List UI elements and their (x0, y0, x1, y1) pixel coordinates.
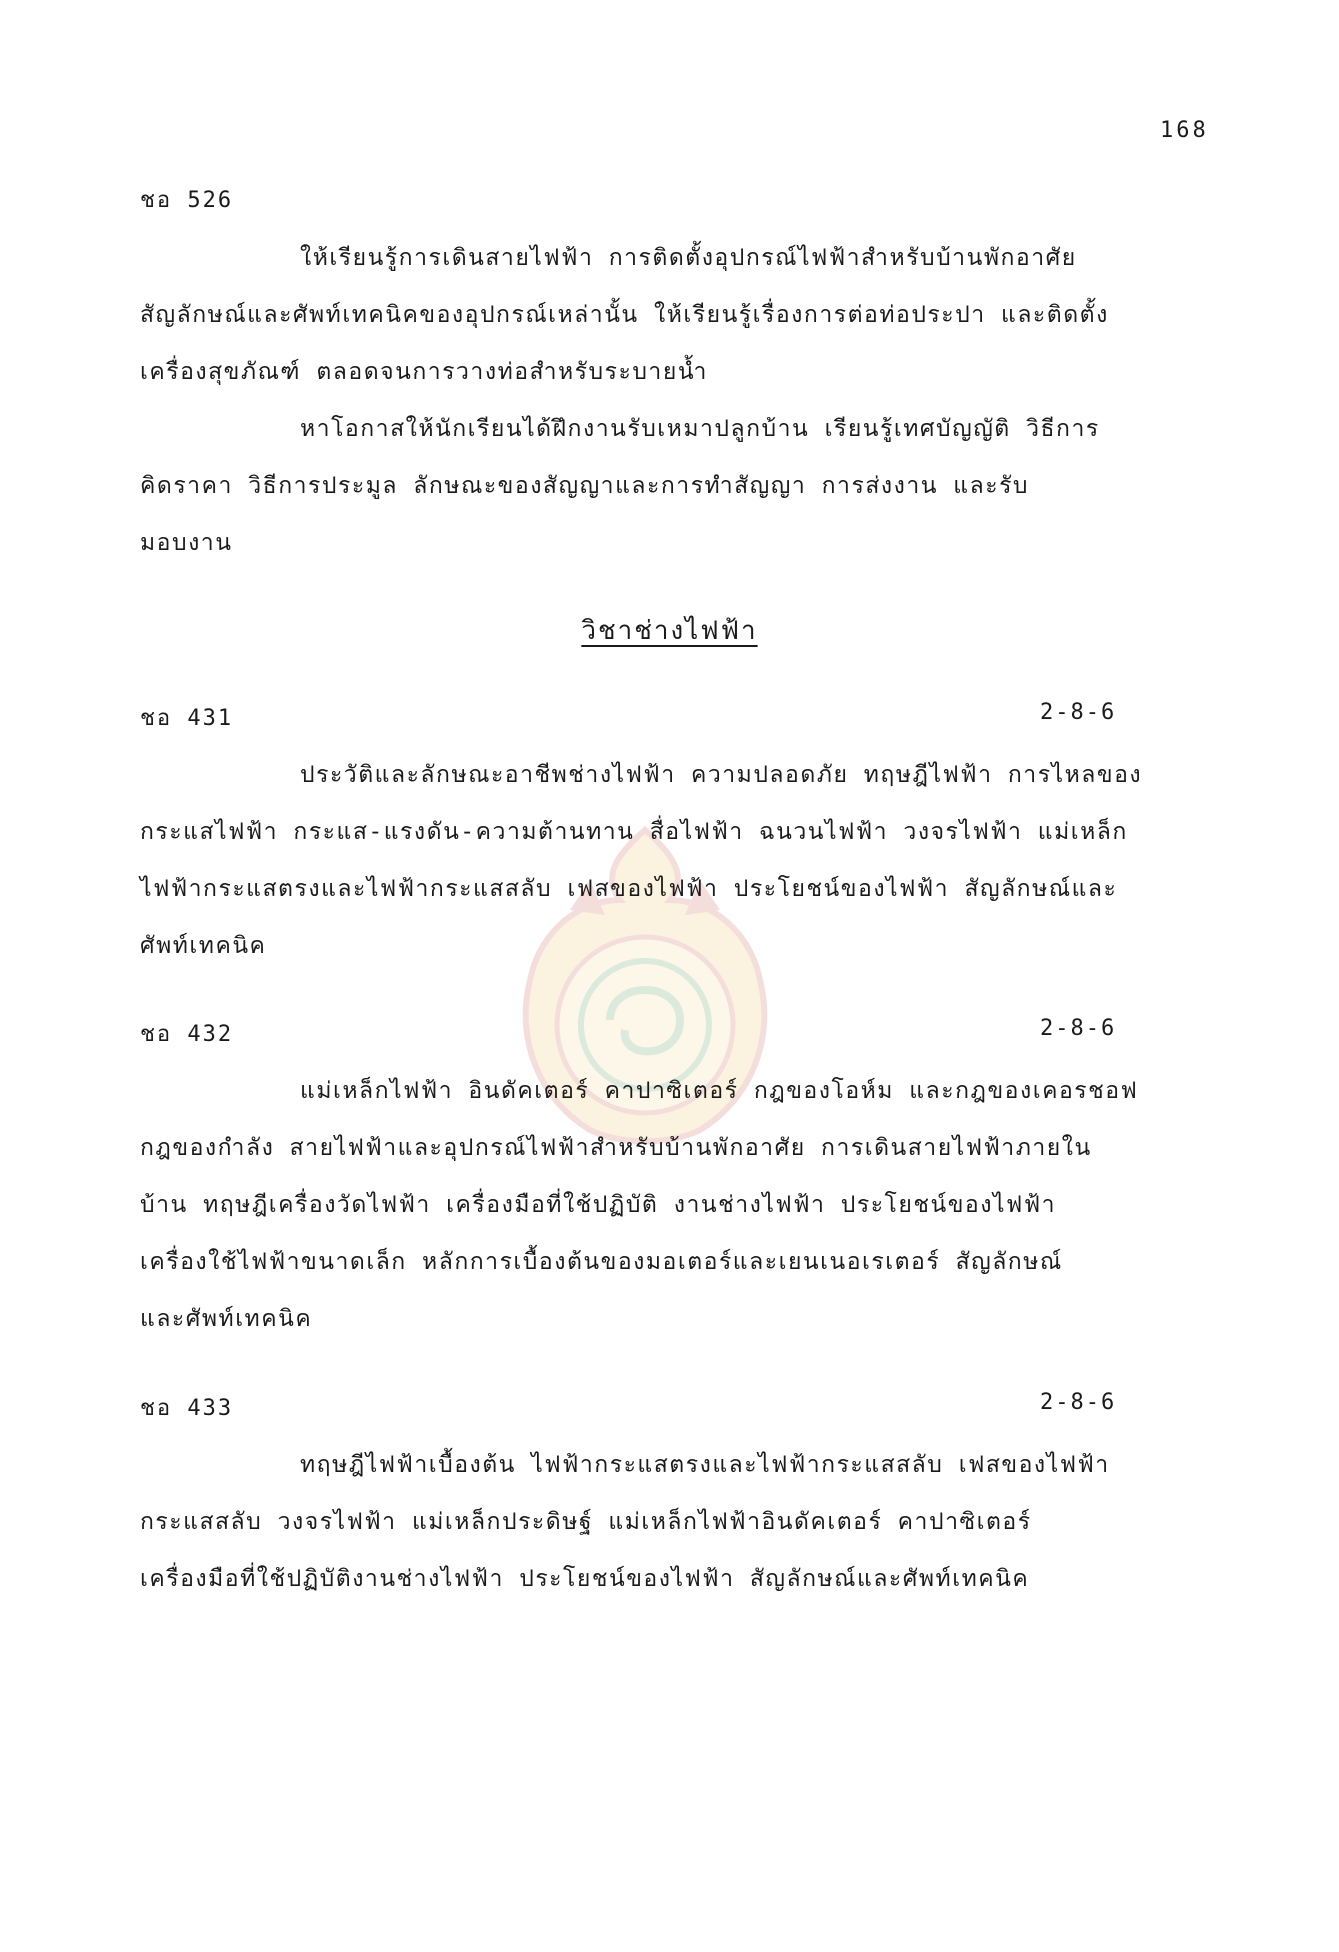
course-432-line-3: บ้าน ทฤษฎีเครื่องวัดไฟฟ้า เครื่องมือที่ใช้ปฏิบัติ งานช่างไฟฟ้า ประโยชน์ของไฟฟ้า (140, 1192, 1057, 1218)
intro-line-1: ให้เรียนรู้การเดินสายไฟฟ้า การติดตั้งอุปกรณ์ไฟฟ้าสำหรับบ้านพักอาศัย (300, 245, 1077, 271)
course-credits-432: 2-8-6 (1040, 1016, 1117, 1041)
intro-line-6: มอบงาน (140, 530, 233, 556)
course-code-431: ชอ 431 (140, 706, 234, 731)
course-433-line-3: เครื่องมือที่ใช้ปฏิบัติงานช่างไฟฟ้า ประโยชน์ของไฟฟ้า สัญลักษณ์และศัพท์เทคนิค (140, 1566, 1030, 1592)
section-heading-text: วิชาช่างไฟฟ้า (581, 616, 758, 646)
course-432-line-5: และศัพท์เทคนิค (140, 1306, 313, 1332)
intro-line-4: หาโอกาสให้นักเรียนได้ฝึกงานรับเหมาปลูกบ้าน เรียนรู้เทศบัญญัติ วิธีการ (300, 416, 1100, 442)
intro-line-5: คิดราคา วิธีการประมูล ลักษณะของสัญญาและการทำสัญญา การส่งงาน และรับ (140, 473, 1030, 499)
course-432-line-2: กฎของกำลัง สายไฟฟ้าและอุปกรณ์ไฟฟ้าสำหรับบ้านพักอาศัย การเดินสายไฟฟ้าภายใน (140, 1135, 1092, 1161)
course-433-line-1: ทฤษฎีไฟฟ้าเบื้องต้น ไฟฟ้ากระแสตรงและไฟฟ้ากระแสสลับ เฟสของไฟฟ้า (300, 1452, 1110, 1478)
course-432-line-1: แม่เหล็กไฟฟ้า อินดัคเตอร์ คาปาซิเตอร์ กฎของโอห์ม และกฎของเคอรชอฟ (300, 1078, 1139, 1104)
course-code-526: ชอ 526 (140, 188, 234, 213)
course-431-line-4: ศัพท์เทคนิค (140, 933, 267, 959)
course-432-line-4: เครื่องใช้ไฟฟ้าขนาดเล็ก หลักการเบื้องต้นของมอเตอร์และเยนเนอเรเตอร์ สัญลักษณ์ (140, 1249, 1063, 1275)
course-431-line-2: กระแสไฟฟ้า กระแส-แรงดัน-ความต้านทาน สื่อไฟฟ้า ฉนวนไฟฟ้า วงจรไฟฟ้า แม่เหล็ก (140, 819, 1128, 845)
course-credits-433: 2-8-6 (1040, 1390, 1117, 1415)
course-433-line-2: กระแสสลับ วงจรไฟฟ้า แม่เหล็กประดิษฐ์ แม่เหล็กไฟฟ้าอินดัคเตอร์ คาปาซิเตอร์ (140, 1509, 1032, 1535)
course-code-433: ชอ 433 (140, 1396, 234, 1421)
course-431-line-1: ประวัติและลักษณะอาชีพช่างไฟฟ้า ความปลอดภัย ทฤษฎีไฟฟ้า การไหลของ (300, 762, 1143, 788)
course-credits-431: 2-8-6 (1040, 700, 1117, 725)
intro-line-2: สัญลักษณ์และศัพท์เทคนิคของอุปกรณ์เหล่านั้น ให้เรียนรู้เรื่องการต่อท่อประปา และติดตั้ง (140, 302, 1109, 328)
section-heading (0, 610, 1339, 651)
course-431-line-3: ไฟฟ้ากระแสตรงและไฟฟ้ากระแสสลับ เฟสของไฟฟ้า ประโยชน์ของไฟฟ้า สัญลักษณ์และ (140, 876, 1118, 902)
course-code-432: ชอ 432 (140, 1022, 234, 1047)
page-number: 168 (1160, 118, 1209, 143)
intro-line-3: เครื่องสุขภัณฑ์ ตลอดจนการวางท่อสำหรับระบายน้ำ (140, 359, 708, 385)
